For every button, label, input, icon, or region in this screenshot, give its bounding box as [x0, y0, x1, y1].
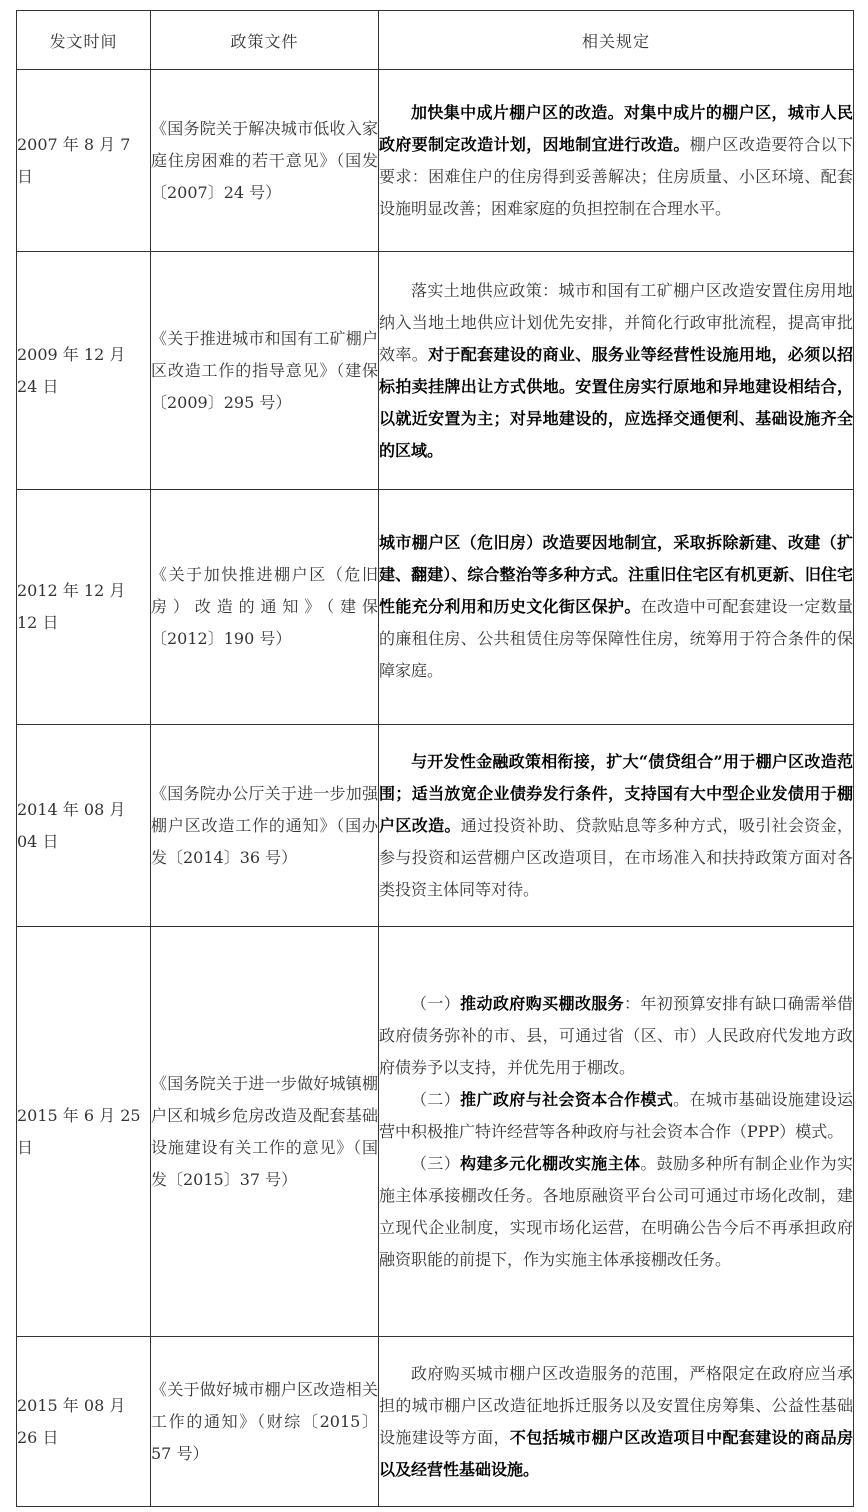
rule-text: 落实土地供应政策：城市和国有工矿棚户区改造安置住房用地纳入当地土地供应计划优先安排，并简化行政审批流程，提高审批效率。 — [379, 280, 853, 364]
rule-paragraph — [379, 97, 853, 225]
policy-document: 《关于推进城市和国有工矿棚户区改造工作的指导意见》（建保〔2009〕295 号） — [151, 252, 379, 490]
rule-paragraph — [379, 746, 853, 906]
table-row — [17, 252, 854, 490]
rule-paragraph — [379, 988, 853, 1084]
table-row — [17, 1337, 854, 1507]
related-rules — [379, 725, 854, 927]
policy-table — [16, 10, 854, 1507]
rule-paragraph — [379, 275, 853, 467]
rule-text: 通过投资补助、贷款贴息等多种方式，吸引社会资金，参与投资和运营棚户区改造项目，在市场准入和扶持政策方面对各类投资主体同等对待。 — [379, 815, 853, 899]
emphasis-text: 构建多元化棚改实施主体 — [460, 1153, 641, 1173]
header-document: 政策文件 — [151, 11, 379, 70]
related-rules — [379, 70, 854, 252]
rule-text: 。在城市基础设施建设运营中积极推广特许经营等各种政府与社会资本合作（PPP）模式。 — [379, 1089, 853, 1141]
table-row — [17, 490, 854, 725]
emphasis-text: 推动政府购买棚改服务 — [460, 993, 624, 1013]
rule-text: 棚户区改造要符合以下要求：困难住户的住房得到妥善解决；住房质量、小区环境、配套设施明显改善；困难家庭的负担控制在合理水平。 — [379, 134, 853, 218]
policy-document: 《关于加快推进棚户区（危旧房）改造的通知》（建保〔2012〕190 号） — [151, 490, 379, 725]
emphasis-text: 加快集中成片棚户区的改造。对集中成片的棚户区，城市人民政府要制定改造计划，因地制宜进行改造。 — [379, 102, 853, 154]
rule-paragraph — [379, 1084, 853, 1148]
issue-date: 2012 年 12 月 12 日 — [17, 490, 151, 725]
header-row — [17, 11, 854, 70]
rule-text: （三） — [411, 1153, 461, 1173]
issue-date: 2014 年 08 月 04 日 — [17, 725, 151, 927]
rule-text: 。鼓励多种所有制企业作为实施主体承接棚改任务。各地原融资平台公司可通过市场化改制，建立现代企业制度，实现市场化运营，在明确公告今后不再承担政府融资职能的前提下，作为实施主体承接棚改任务。 — [379, 1153, 853, 1269]
related-rules — [379, 1337, 854, 1507]
header-date: 发文时间 — [17, 11, 151, 70]
emphasis-text: 推广政府与社会资本合作模式 — [460, 1089, 674, 1109]
table-row — [17, 70, 854, 252]
table-row — [17, 927, 854, 1337]
rule-text: ：年初预算安排有缺口确需举借政府债务弥补的市、县，可通过省（区、市）人民政府代发地方政府债券予以支持，并优先用于棚改。 — [379, 993, 853, 1077]
emphasis-text: 对于配套建设的商业、服务业等经营性设施用地，必须以招标拍卖挂牌出让方式供地。安置住房实行原地和异地建设相结合，以就近安置为主；对异地建设的，应选择交通便利、基础设施齐全的区域。 — [379, 344, 853, 460]
rule-paragraph — [379, 1148, 853, 1276]
header-rules: 相关规定 — [379, 11, 854, 70]
related-rules — [379, 252, 854, 490]
rule-paragraph — [379, 1358, 853, 1486]
issue-date: 2015 年 6 月 25 日 — [17, 927, 151, 1337]
policy-document: 《关于做好城市棚户区改造相关工作的通知》（财综〔2015〕57 号） — [151, 1337, 379, 1507]
emphasis-text: 不包括城市棚户区改造项目中配套建设的商品房以及经营性基础设施。 — [379, 1427, 853, 1479]
policy-document: 《国务院关于进一步做好城镇棚户区和城乡危房改造及配套基础设施建设有关工作的意见》（国发〔2015〕37 号） — [151, 927, 379, 1337]
rule-text: 在改造中可配套建设一定数量的廉租住房、公共租赁住房等保障性住房，统筹用于符合条件的保障家庭。 — [379, 597, 853, 680]
rule-paragraph — [379, 527, 853, 687]
rule-text: 政府购买城市棚户区改造服务的范围，严格限定在政府应当承担的城市棚户区改造征地拆迁服务以及安置住房筹集、公益性基础设施建设等方面， — [379, 1363, 853, 1447]
rule-text: （一） — [411, 993, 461, 1013]
policy-document: 《国务院办公厅关于进一步加强棚户区改造工作的通知》（国办发〔2014〕36 号） — [151, 725, 379, 927]
emphasis-text: 与开发性金融政策相衔接，扩大“债贷组合”用于棚户区改造范围；适当放宽企业债券发行条件，支持国有大中型企业发债用于棚户区改造。 — [379, 751, 853, 835]
issue-date: 2015 年 08 月 26 日 — [17, 1337, 151, 1507]
issue-date: 2009 年 12 月 24 日 — [17, 252, 151, 490]
related-rules — [379, 927, 854, 1337]
rule-text: （二） — [411, 1089, 461, 1109]
related-rules — [379, 490, 854, 725]
emphasis-text: 城市棚户区（危旧房）改造要因地制宜，采取拆除新建、改建（扩建、翻建）、综合整治等多种方式。注重旧住宅区有机更新、旧住宅性能充分利用和历史文化街区保护。 — [379, 533, 853, 616]
table-row — [17, 725, 854, 927]
issue-date: 2007 年 8 月 7 日 — [17, 70, 151, 252]
policy-document: 《国务院关于解决城市低收入家庭住房困难的若干意见》（国发〔2007〕24 号） — [151, 70, 379, 252]
